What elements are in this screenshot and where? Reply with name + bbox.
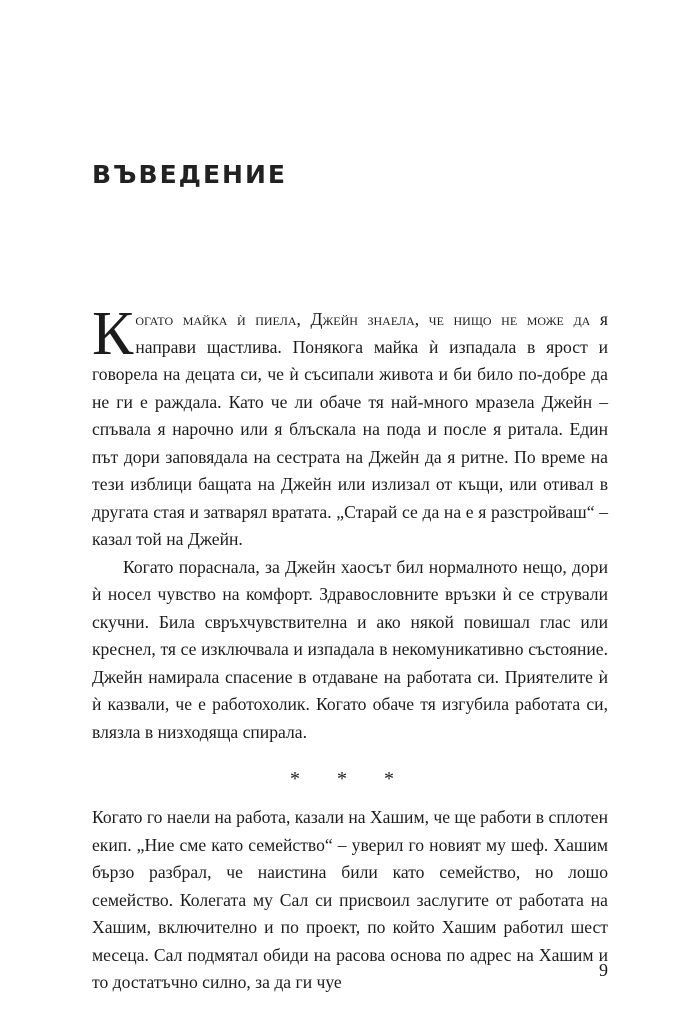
paragraph-1-lead: огато майка ѝ пиела, Джейн знаела, че нищо не може да bbox=[135, 309, 591, 329]
paragraph-3: Когато го наели на работа, казали на Хашим, че ще работи в сплотен екип. „Ние сме като семейство“ – уверил го новият му шеф. Хашим бързо разбрал, че наистина били като семейство, но лошо семейство. Колегата му Сал си присвоил заслугите от работата на Хашим, включително и по проект, по който Хашим работил шест месеца. Сал подмятал обиди на расова основа по адрес на Хашим и то достатъчно силно, за да ги чуе bbox=[92, 807, 608, 992]
paragraph-2: Когато порасналa, за Джейн хаосът бил нормалното нещо, дори ѝ носел чувство на комфорт. Здравословните връзки ѝ се стрували скучни. Била свръхчувствителна и ако някой повишал глас или креснел, тя се изключвала и изпадала в некомуникативно състояние. Джейн намирала спасение в отдаване на работата си. Приятелите ѝ ѝ казвали, че е работохолик. Когато обаче тя изгубила работата си, влязла в низходяща спирала. bbox=[92, 556, 608, 742]
section-separator: * * * bbox=[290, 768, 410, 790]
drop-cap: К bbox=[92, 300, 134, 368]
body-text bbox=[92, 300, 609, 997]
page-number: 9 bbox=[599, 960, 608, 980]
chapter-title: ВЪВЕДЕНИЕ bbox=[92, 160, 287, 189]
paragraph-1 bbox=[92, 300, 609, 554]
paragraph-1-text: я направи щастлива. Понякога майка ѝ изпадала в ярост и говорела на децата си, че ѝ съсипали живота и би било по-добре да не ги е раждала. Като че ли обаче тя най-много мразела Джейн – спъвала я нарочно или я блъскала на пода и после я ритала. Един път дори заповядала на сестрата на Джейн да я ритне. По време на тези изблици бащата на Джейн или излизал от къщи, или отивал в другата стая и затварял вратата. „Старай се да на е я разстройваш“ – казал той на Джейн. bbox=[92, 309, 609, 549]
